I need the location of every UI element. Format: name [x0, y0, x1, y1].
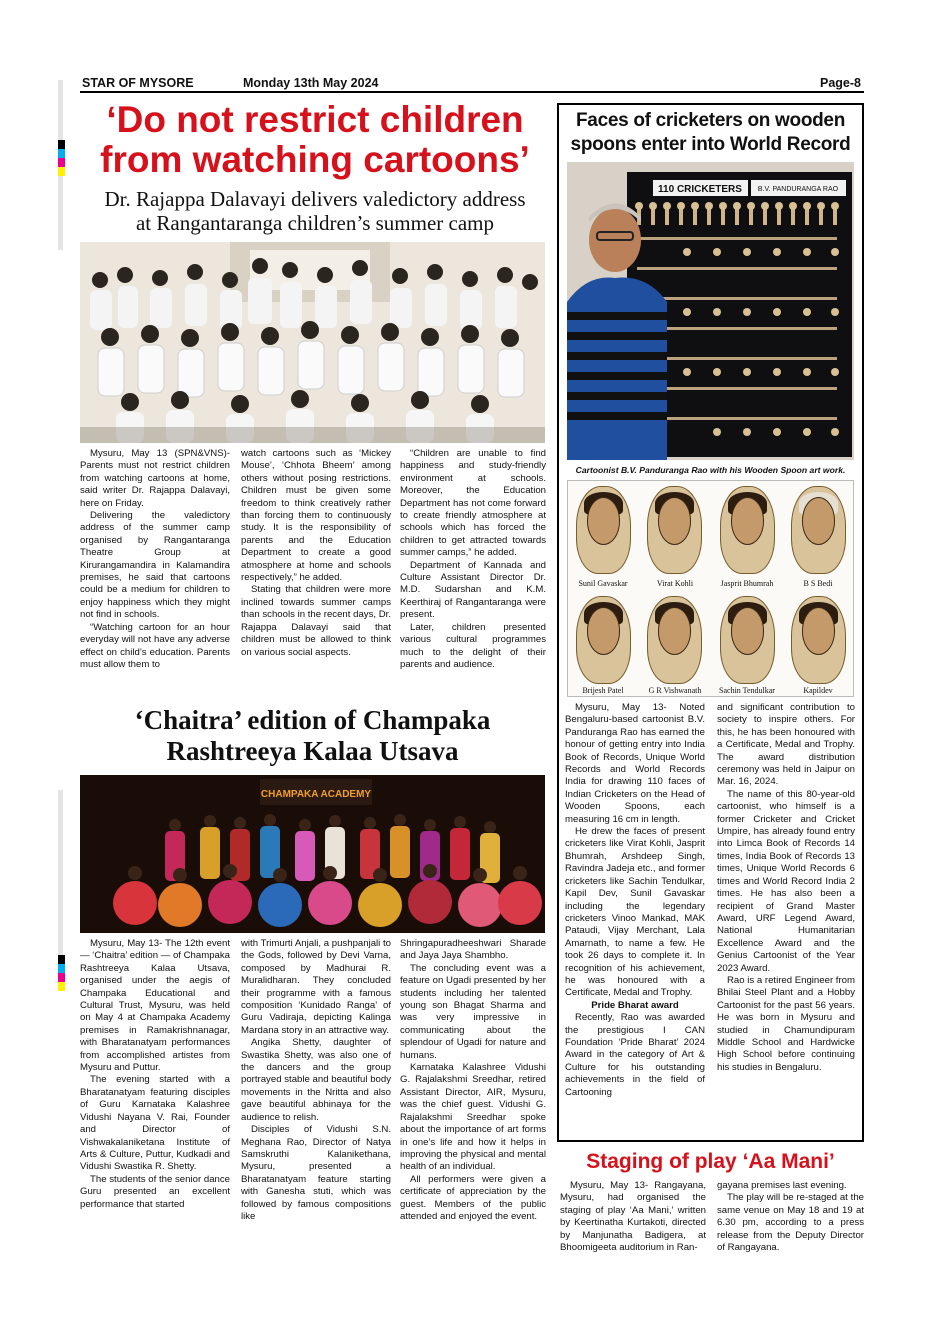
academy-banner: CHAMPAKA ACADEMY — [260, 789, 372, 800]
champaka-dance-photo — [80, 775, 545, 933]
page-number: Page-8 — [820, 76, 861, 90]
cricketer-name: G R Vishwanath — [648, 686, 702, 695]
spoon-caricature — [720, 486, 775, 574]
cricketer-name: Jasprit Bhumrah — [720, 579, 774, 588]
cricketer-name: B S Bedi — [803, 579, 833, 588]
issue-date: Monday 13th May 2024 — [243, 76, 379, 90]
cmyk-marks-bottom — [58, 955, 65, 991]
cricketer-name: Kapildev — [803, 686, 833, 695]
cricketer-name: Sunil Gavaskar — [578, 579, 628, 588]
article1-column-3: “Children are unable to find happiness and study-friendly environment at schools. Moreover, the Education Department has not come forward to create friendly atmosphere at schools which has forced the children to get attracted towards summer camps,” he added. Department of Kannada and Culture Assistant Director Dr. M.D. Sudarshan and K.M. Keerthiraj of Rangantaranga were present. Later, children presented various cultural programmes much to the delight of their parents and audience. — [400, 448, 546, 670]
pride-bharat-subhead: Pride Bharat award — [591, 999, 679, 1011]
cricketer-name: Sachin Tendulkar — [719, 686, 775, 695]
board-label-2: B.V. PANDURANGA RAO — [757, 186, 839, 193]
article2-headline: ‘Chaitra’ edition of Champaka Rashtreeya Kalaa Utsava — [134, 705, 491, 766]
panduranga-rao-photo — [567, 162, 854, 460]
spoon-art-caption: Cartoonist B.V. Panduranga Rao with his Wooden Spoon art work. — [575, 465, 846, 475]
summer-camp-group-photo — [80, 242, 545, 443]
spoon-caricature — [720, 596, 775, 684]
spoon-caricature — [576, 486, 631, 574]
article4-column-2: gayana premises last evening. The play will be re-staged at the same venue on May 18 and 19 at 6.30 pm, according to a press release from the Deputy Director of Rangayana. — [717, 1180, 864, 1254]
cricketer-name: Virat Kohli — [656, 579, 694, 588]
spoon-caricature — [647, 486, 702, 574]
article1-subheadline: Dr. Rajappa Dalavayi delivers valedictory address at Rangantaranga children’s summer camp — [104, 187, 526, 235]
header-rule — [80, 91, 864, 93]
paper-name: STAR OF MYSORE — [82, 76, 194, 90]
article2-column-2: with Trimurti Anjali, a pushpanjali to the Gods, followed by Devi Varna, composed by Madhurai R. Muralidharan. They concluded their programme with a famous composition ‘Kunidado Ranga’ of Guru Vadiraja, depicting Kalinga Mardana story in an attractive way. Angika Shetty, daughter of Swastika Shetty, was also one of the dancers and the group portrayed stable and beautiful body movements in the Nritta and also gave beautiful abhinaya for the audience to relish. Disciples of Vidushi S.N. Meghana Rao, Director of Natya Samskruthi Kalanikethana, Mysuru, presented a Bharatanatyam feature starting with Ganesha stuti, which was followed by famous compositions like — [241, 938, 391, 1222]
board-label-1: 110 CRICKETERS — [658, 184, 742, 195]
cricketer-name: Brijesh Patel — [582, 686, 624, 695]
article1-headline: ‘Do not restrict children from watching cartoons’ — [100, 99, 530, 180]
spoon-caricature — [791, 596, 846, 684]
article3-headline: Faces of cricketers on wooden spoons enter into World Record — [570, 110, 851, 155]
cmyk-marks-top — [58, 140, 65, 176]
spoon-caricatures-grid — [567, 480, 854, 697]
article1-column-1: Mysuru, May 13 (SPN&VNS)- Parents must not restrict children from watching cartoons at home, said writer Dr. Rajappa Dalavayi, here on Friday. Delivering the valedictory address of the summer camp organised by Rangantaranga Theatre Group at Kirurangamandira in Kalamandira premises, he said that cartoons could be a medium for children to enjoy happiness which they might not find in schools. “Watching cartoon for an hour everyday will not have any adverse effect on child’s education. Parents must allow them to — [80, 448, 230, 670]
spoon-caricature — [791, 486, 846, 574]
article4-headline: Staging of play ‘Aa Mani’ — [586, 1150, 835, 1173]
spoon-caricature — [647, 596, 702, 684]
article2-column-3: Shringapuradheeshwari Sharade and Jaya Jaya Shambho. The concluding event was a feature on Ugadi presented by her students including her talented young son Bhagat Sharma and was very impressive in communicating about the splendour of Ugadi for nature and humans. Karnataka Kalashree Vidushi G. Rajalakshmi Sreedhar, retired Assistant Director, AIR, Mysuru, was the chief guest. Vidushi G. Rajalakshmi Sreedhar spoke about the importance of art forms in one’s life and how it helps in improving the physical and mental health of an individual. All performers were given a certificate of appreciation by the guest. Members of the public attended and enjoyed the event. — [400, 938, 546, 1222]
article3-column-1: Mysuru, May 13- Noted Bengaluru-based cartoonist B.V. Panduranga Rao has earned the honour of getting entry into India Book of Records, Unique World Records and World Records India for drawing 110 faces of Indian Cricketers on the Head of Wooden Spoons, each measuring 16 cm in length. He drew the faces of present cricketers like Virat Kohli, Jasprit Bhumrah, Arshdeep Singh, Ravindra Jadeja etc., and former cricketers like Sachin Tendulkar, Kapil Dev, Sunil Gavaskar including the legendary cricketers Vinoo Mankad, MAK Pataudi, Vijay Merchant, Lala Amarnath, to name a few. He took 26 days to complete it. In recognition of his achievement, he was honoured with a Certificate, Medal and Trophy. Pride Bharat award Recently, Rao was awarded the prestigious I CAN Foundation ‘Pride Bharat’ 2024 Award in the category of Art & Culture for his outstanding achievements in the field of Cartooning — [565, 702, 705, 1098]
article2-column-1: Mysuru, May 13- The 12th event — ‘Chaitra’ edition — of Champaka Rashtreeya Kalaa Utsava, organised under the aegis of Champaka Educational and Cultural Trust, Mysuru, was held on May 4 at Champaka Academy premises in Ramakrishnanagar, with Bharatanatyam performances from accomplished artistes from Mysuru and Puttur. The evening started with a Bharatanatyam featuring disciples of Guru Karnataka Kalashree Vidushi Nayana V. Rai, Founder and Director of Vishwakalaniketana Institute of Arts & Culture, Puttur, Kudkadi and Vidushi Swastika R. Shetty. The students of the senior dance Guru presented an excellent performance that started — [80, 938, 231, 1210]
article3-column-2: and significant contribution to society to inspire others. For this, he has been honoured with a Certificate, Medal and Trophy. The award distribution ceremony was held in Jaipur on Mar. 16, 2024. The name of this 80-year-old cartoonist, who himself is a former Cricketer and Cricket Umpire, has already found entry into Limca Book of Records 14 times, India Book of Records 13 times, Unique World Records 6 times and World Record India 2 times. He has also been a recipient of Grand Master Award, URF Legend Award, National Humanitarian Excellence Award and the Genius Cartoonist of the Year 2023 Award. Rao is a retired Engineer from Bhilai Steel Plant and a Hobby Cartoonist for the past 56 years. He was born in Mysuru and studied in Chamundipuram Middle School and Hardwicke High School before continuing his studies in Bengaluru. — [717, 702, 855, 1073]
article1-column-2: watch cartoons such as ‘Mickey Mouse’, ‘Chhota Bheem’ among others without posing restrictions. Children must be given some freedom to think creatively rather than forcing them to continuously study. It is the responsibility of parents and the Education Department to create a good atmosphere at home and schools respectively,” he added. Stating that children were more inclined towards summer camps than schools in the recent days, Dr. Rajappa Dalavayi said that children must be allowed to think on various social aspects. — [241, 448, 391, 658]
spoon-caricature — [576, 596, 631, 684]
article4-column-1: Mysuru, May 13- Rangayana, Mysuru, had organised the staging of play ‘Aa Mani,’ written by Keertinatha Kurtakoti, directed by Manjunatha Badigera, at Bhoomigeeta auditorium in Ran- — [560, 1180, 706, 1254]
